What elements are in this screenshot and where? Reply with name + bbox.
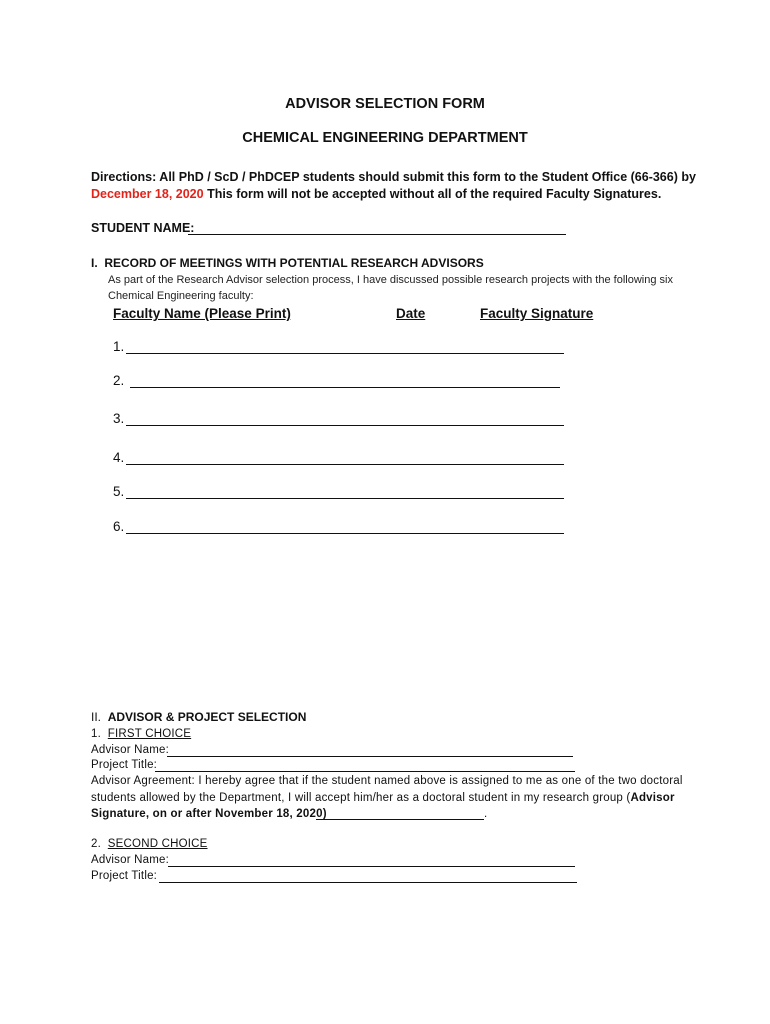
advisor-signature-field[interactable] <box>316 819 484 820</box>
project-title-field-2[interactable] <box>159 882 577 883</box>
section2-title: ADVISOR & PROJECT SELECTION <box>107 710 307 724</box>
deadline-date: December 18, 2020 <box>91 187 204 201</box>
section2-numeral: II. <box>91 710 102 724</box>
faculty-row-1-field[interactable] <box>126 353 564 354</box>
faculty-row-3-field[interactable] <box>126 425 564 426</box>
advisor-name-field[interactable] <box>167 756 573 757</box>
second-choice-label: SECOND CHOICE <box>107 838 208 850</box>
faculty-row-5-number: 5. <box>113 484 125 499</box>
second-choice-number: 2. <box>91 838 101 850</box>
column-faculty-name: Faculty Name (Please Print) <box>113 306 291 321</box>
advisor-name-field-2[interactable] <box>168 866 575 867</box>
faculty-row-6-number: 6. <box>113 519 125 534</box>
first-choice-heading <box>91 728 191 740</box>
column-faculty-signature: Faculty Signature <box>480 306 594 321</box>
advisor-name-label-2: Advisor Name: <box>91 854 170 866</box>
faculty-row-6-field[interactable] <box>126 533 564 534</box>
faculty-row-3-number: 3. <box>113 411 125 426</box>
project-title-label: Project Title: <box>91 759 158 771</box>
faculty-row-5-field[interactable] <box>126 498 564 499</box>
agreement-line2-text: students allowed by the Department, I will accept him/her as a doctoral student in my research group ( <box>91 792 631 804</box>
student-name-label: STUDENT NAME: <box>91 221 195 235</box>
faculty-row-4-number: 4. <box>113 450 125 465</box>
faculty-row-2-number: 2. <box>113 373 125 388</box>
second-choice-heading <box>91 838 208 850</box>
advisor-name-label: Advisor Name: <box>91 744 170 756</box>
agreement-signature-bold: Signature, on or after November 18, 2020) <box>91 808 327 820</box>
column-date: Date <box>396 306 426 321</box>
form-title: ADVISOR SELECTION FORM <box>285 96 485 112</box>
agreement-line3 <box>91 808 327 820</box>
section1-intro-line1: As part of the Research Advisor selection process, I have discussed possible research projects with the following six <box>108 274 673 286</box>
project-title-field[interactable] <box>155 771 575 772</box>
agreement-line2 <box>91 792 675 804</box>
section1-intro-line2: Chemical Engineering faculty: <box>108 290 254 302</box>
project-title-label-2: Project Title: <box>91 870 158 882</box>
agreement-line1: Advisor Agreement: I hereby agree that if the student named above is assigned to me as one of the two doctoral <box>91 775 683 787</box>
faculty-row-4-field[interactable] <box>126 464 564 465</box>
department-title: CHEMICAL ENGINEERING DEPARTMENT <box>242 130 528 146</box>
section1-title: RECORD OF MEETINGS WITH POTENTIAL RESEARCH ADVISORS <box>104 256 484 270</box>
directions-note: This form will not be accepted without all of the required Faculty Signatures. <box>203 187 662 201</box>
first-choice-label: FIRST CHOICE <box>107 728 192 740</box>
faculty-row-2-field[interactable] <box>130 387 560 388</box>
section2-heading <box>91 710 306 724</box>
first-choice-number: 1. <box>91 728 101 740</box>
agreement-period: . <box>484 808 488 820</box>
student-name-field[interactable] <box>188 234 566 235</box>
directions-line1: Directions: All PhD / ScD / PhDCEP students should submit this form to the Student Office (66-366) by <box>91 170 696 184</box>
directions-line2 <box>91 187 661 201</box>
section1-numeral: I. <box>91 256 98 270</box>
section1-heading <box>91 256 484 270</box>
faculty-row-1-number: 1. <box>113 339 125 354</box>
agreement-advisor-bold: Advisor <box>630 792 675 804</box>
